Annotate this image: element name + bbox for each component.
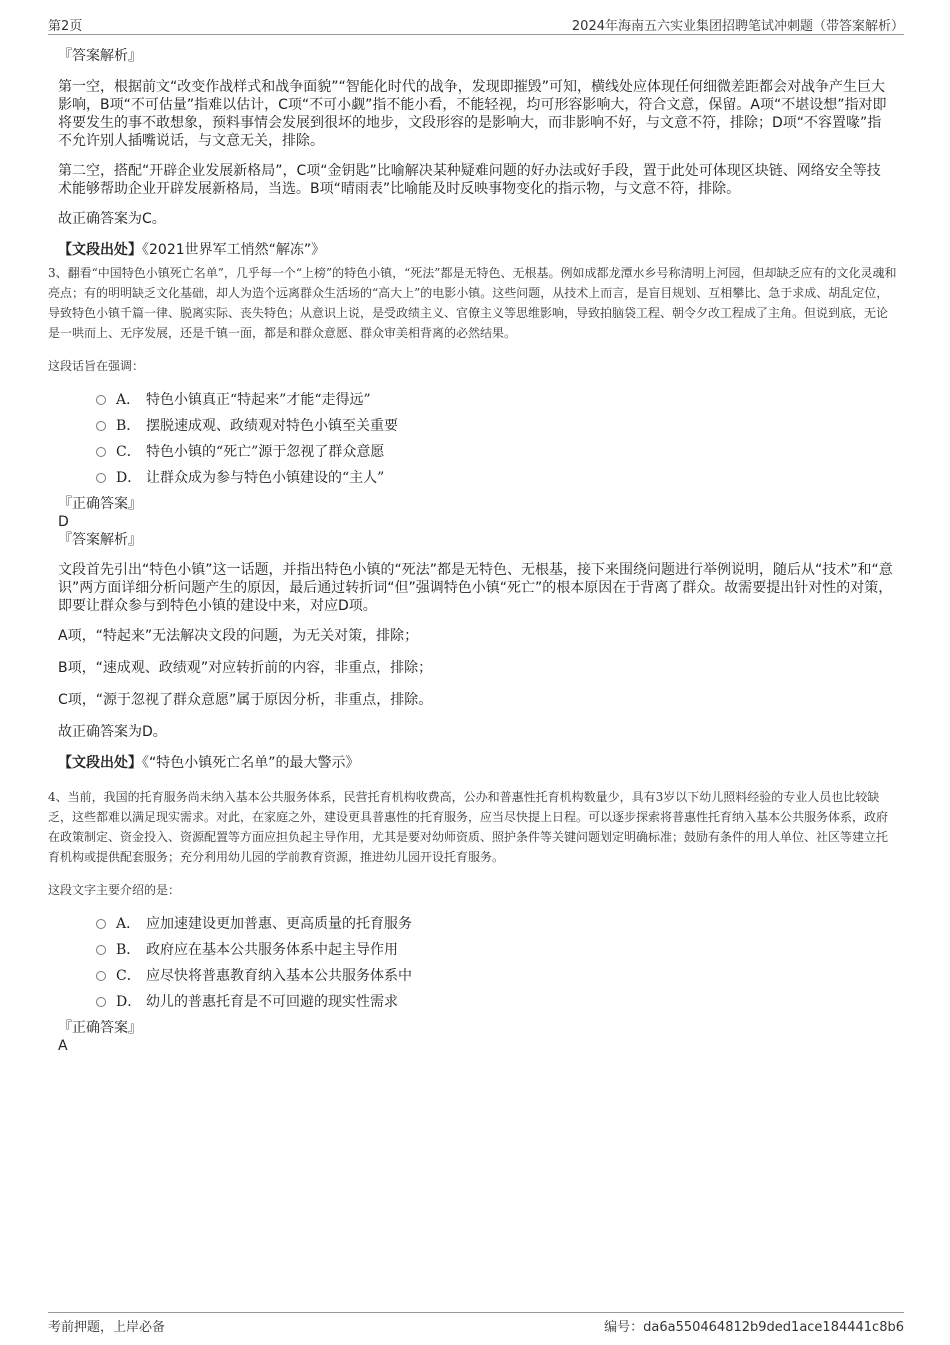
radio-icon[interactable]	[96, 919, 106, 929]
analysis-paragraph: B项，“速成观、政绩观”对应转折前的内容，非重点，排除；	[58, 660, 433, 676]
source-title: 《“特色小镇死亡名单”的最大警示》	[142, 755, 360, 771]
document-id: 编号：da6a550464812b9ded1ace184441c8b6	[604, 1320, 904, 1335]
option-d[interactable]: D． 让群众成为参与特色小镇建设的“主人”	[96, 465, 898, 491]
source-title: 《2021世界军工悄然“解冻”》	[142, 242, 326, 258]
question-4-options	[96, 911, 898, 1015]
radio-icon[interactable]	[96, 473, 106, 483]
option-a[interactable]: A． 特色小镇真正“特起来”才能“走得远”	[96, 387, 898, 413]
source-line	[58, 240, 898, 260]
correct-answer-label: 『正确答案』	[58, 496, 142, 512]
question-4-stem: 这段文字主要介绍的是：	[48, 883, 181, 897]
page-content	[48, 46, 898, 1055]
radio-icon[interactable]	[96, 971, 106, 981]
analysis-label: 『答案解析』	[58, 48, 142, 64]
correct-answer-label: 『正确答案』	[58, 1020, 142, 1036]
source-label: 【文段出处】	[58, 242, 142, 258]
option-b[interactable]: B． 摆脱速成观、政绩观对特色小镇至关重要	[96, 413, 898, 439]
analysis-paragraph: 第二空，搭配“开辟企业发展新格局”，C项“金钥匙”比喻解决某种疑难问题的好办法或好手段，置于此处可体现区块链、网络安全等技术能够帮助企业开辟发展新格局，当选。B项“晴雨表”比喻能及时反映事物变化的指示物，与文意不符，排除。	[58, 163, 881, 197]
analysis-label: 『答案解析』	[58, 532, 142, 548]
radio-icon[interactable]	[96, 945, 106, 955]
document-title: 2024年海南五六实业集团招聘笔试冲刺题（带答案解析）	[571, 19, 904, 34]
analysis-paragraph: 文段首先引出“特色小镇”这一话题，并指出特色小镇的“死法”都是无特色、无根基，接下来围绕问题进行举例说明，随后从“技术”和“意识”两方面详细分析问题产生的原因，最后通过转折词“但”强调特色小镇“死亡”的根本原因在于背离了群众。故需要提出针对性的对策，即要让群众参与到特色小镇的建设中来，对应D项。	[58, 562, 893, 614]
analysis-paragraph: C项，“源于忽视了群众意愿”属于原因分析，非重点，排除。	[58, 692, 433, 708]
page-header	[48, 14, 904, 35]
page-number: 第2页	[48, 19, 83, 34]
analysis-paragraph: A项，“特起来”无法解决文段的问题，为无关对策，排除；	[58, 628, 419, 644]
correct-answer: A	[58, 1038, 68, 1054]
question-3-text: 3、翻看“中国特色小镇死亡名单”，几乎每一个“上榜”的特色小镇，“死法”都是无特色、无根基。例如成都龙潭水乡号称清明上河园，但却缺乏应有的文化灵魂和亮点；有的明明缺乏文化基础，却人为造个远离群众生活场的“高大上”的电影小镇。这些问题，从技术上而言，是盲目规划、互相攀比、急于求成、胡乱定位，导致特色小镇千篇一律、脱离实际、丧失特色；从意识上说，是受政绩主义、官僚主义等思维影响，导致拍脑袋工程、朝令夕改工程成了主角。但说到底，无论是一哄而上、无序发展，还是千镇一面，都是和群众意愿、群众审美相背离的必然结果。	[48, 266, 897, 340]
option-c[interactable]: C． 特色小镇的“死亡”源于忽视了群众意愿	[96, 439, 898, 465]
question-4-text: 4、当前，我国的托育服务尚未纳入基本公共服务体系，民营托育机构收费高，公办和普惠性托育机构数量少，具有3岁以下幼儿照料经验的专业人员也比较缺乏，这些都难以满足现实需求。对此，在家庭之外，建设更具普惠性的托育服务，应当尽快提上日程。可以逐步探索将普惠性托育纳入基本公共服务体系，政府在政策制定、资金投入、资源配置等方面应担负起主导作用，尤其是要对幼师资质、照护条件等关键问题划定明确标准；鼓励有条件的用人单位、社区等建立托育机构或提供配套服务；充分利用幼儿园的学前教育资源，推进幼儿园开设托育服务。	[48, 790, 889, 864]
question-3-options	[96, 387, 898, 491]
radio-icon[interactable]	[96, 421, 106, 431]
analysis-conclusion: 故正确答案为C。	[58, 211, 166, 227]
source-label: 【文段出处】	[58, 755, 142, 771]
footer-slogan: 考前押题，上岸必备	[48, 1320, 166, 1335]
source-line	[58, 753, 898, 773]
radio-icon[interactable]	[96, 997, 106, 1007]
question-3-stem: 这段话旨在强调：	[48, 359, 145, 373]
analysis-paragraph: 第一空，根据前文“改变作战样式和战争面貌”“智能化时代的战争，发现即摧毁”可知，横线处应体现任何细微差距都会对战争产生巨大影响，B项“不可估量”指难以估计，C项“不可小觑”指不能小看，不能轻视，均可形容影响大，符合文意，保留。A项“不堪设想”指对即将要发生的事不敢想象，预料事情会发展到很坏的地步，文段形容的是影响大，而非影响不好，与文意不符，排除；D项“不容置喙”指不允许别人插嘴说话，与文意无关，排除。	[58, 79, 887, 149]
correct-answer: D	[58, 514, 69, 530]
option-d[interactable]: D． 幼儿的普惠托育是不可回避的现实性需求	[96, 989, 898, 1015]
option-a[interactable]: A． 应加速建设更加普惠、更高质量的托育服务	[96, 911, 898, 937]
radio-icon[interactable]	[96, 395, 106, 405]
radio-icon[interactable]	[96, 447, 106, 457]
option-b[interactable]: B． 政府应在基本公共服务体系中起主导作用	[96, 937, 898, 963]
page-footer	[48, 1312, 904, 1335]
option-c[interactable]: C． 应尽快将普惠教育纳入基本公共服务体系中	[96, 963, 898, 989]
analysis-conclusion: 故正确答案为D。	[58, 724, 167, 740]
